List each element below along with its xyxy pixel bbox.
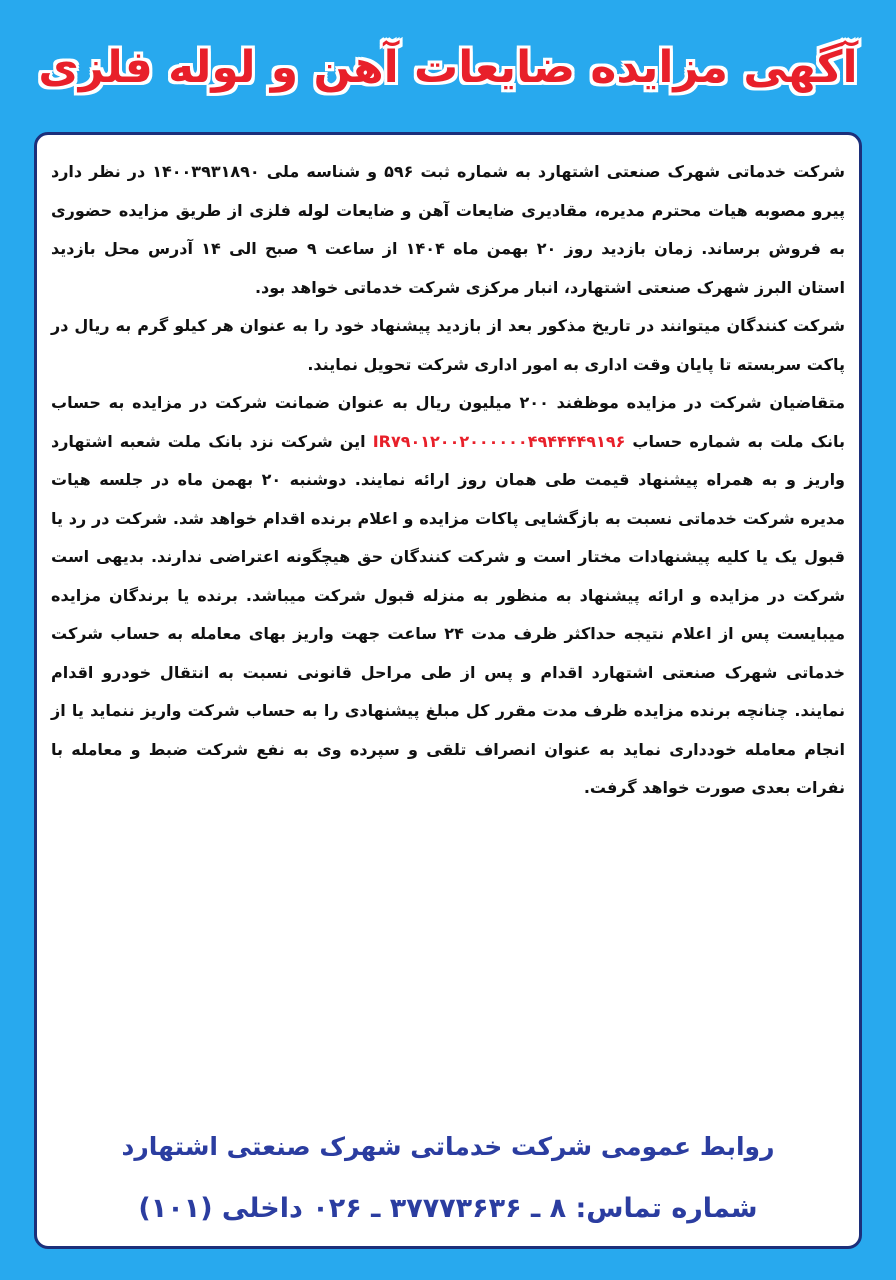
public-relations-signature: روابط عمومی شرکت خدماتی شهرک صنعتی اشتهارد xyxy=(121,1132,775,1161)
contact-phone: شماره تماس: ۸ ـ ۳۷۷۷۳۶۳۶ ـ ۰۲۶ داخلی (۱۰۱) xyxy=(138,1193,758,1224)
body-paragraph-3 xyxy=(51,384,845,808)
body-paragraph-2: شرکت کنندگان میتوانند در تاریخ مذکور بعد از بازدید پیشنهاد خود را به عنوان هر کیلو گرم به ریال در پاکت سربسته تا پایان وقت اداری به امور اداری شرکت تحویل نمایند. xyxy=(51,316,845,374)
body-paragraph-1: شرکت خدماتی شهرک صنعتی اشتهارد به شماره ثبت ۵۹۶ و شناسه ملی ۱۴۰۰۳۹۳۱۸۹۰ در نظر دارد پیرو مصوبه هیات محترم مدیره، مقادیری ضایعات آهن و ضایعات لوله فلزی از طریق مزایده حضوری به فروش برساند. زمان بازدید روز ۲۰ بهمن ماه ۱۴۰۴ از ساعت ۹ صبح الی ۱۴ آدرس محل بازدید استان البرز شهرک صنعتی اشتهارد، انبار مرکزی شرکت خدماتی خواهد بود. xyxy=(51,162,846,297)
announcement-body xyxy=(51,153,845,808)
announcement-card xyxy=(34,132,862,1249)
bank-account-number: IR۷۹۰۱۲۰۰۲۰۰۰۰۰۰۴۹۴۴۴۴۹۱۹۶ xyxy=(372,431,626,451)
announcement-title: آگهی مزایده ضایعات آهن و لوله فلزی xyxy=(38,42,858,93)
body-paragraph-3-end: این شرکت نزد بانک ملت شعبه اشتهارد واریز و به همراه پیشنهاد قیمت طی همان روز ارائه نمایند. دوشنبه ۲۰ بهمن ماه در جلسه هیات مدیره شرکت خدماتی نسبت به بازگشایی پاکات مزایده و اعلام برنده اقدام خواهد شد. شرکت در رد یا قبول یک یا کلیه پیشنهادات مختار است و شرکت کنندگان حق هیچگونه اعتراضی ندارند. بدیهی است شرکت در مزایده و ارائه پیشنهاد به منظور به منزله قبول شرکت میباشد. برنده یا برندگان مزایده میبایست پس از اعلام نتیجه حداکثر ظرف مدت ۲۴ ساعت جهت واریز بهای معامله به حساب شرکت خدماتی شهرک صنعتی اشتهارد اقدام و پس از طی مراحل قانونی نسبت به انتقال خودرو اقدام نمایند. چنانچه برنده مزایده ظرف مدت مقرر کل مبلغ پیشنهادی را به حساب شرکت واریز ننماید یا از انجام معامله خودداری نماید به عنوان انصراف تلقی و سپرده وی به نفع شرکت ضبط و معامله با نفرات بعدی صورت خواهد گرفت. xyxy=(51,431,846,797)
body-paragraph-3-start: متقاضیان شرکت در مزایده موظفند ۲۰۰ میلیون ریال به عنوان ضمانت شرکت در مزایده به حساب بانک ملت به شماره حساب xyxy=(51,393,846,451)
